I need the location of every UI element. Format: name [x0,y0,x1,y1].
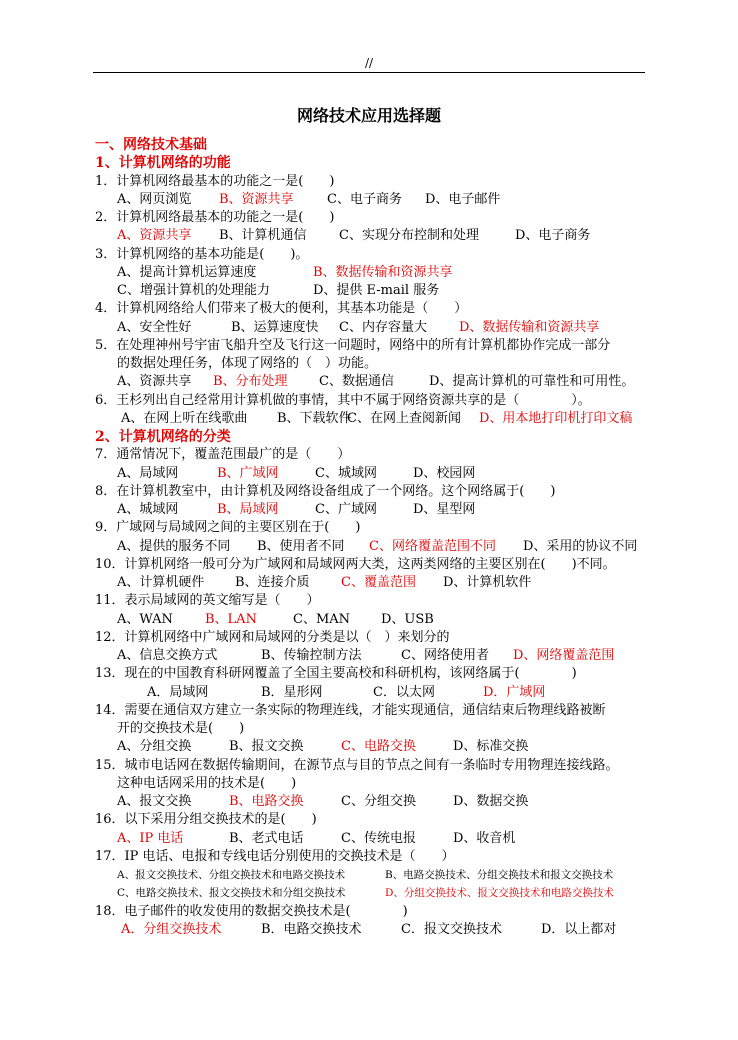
header-mark: // [364,56,374,70]
answer-option: D、提高计算机的可靠性和可用性。 [429,374,635,390]
question-text: 1．计算机网络最基本的功能之一是( ) [95,173,335,189]
question-text: 16．以下采用分组交换技术的是( ) [95,812,317,828]
answer-option: C、电路交换技术、报文交换技术和分组交换技术 [117,887,346,900]
question-text: 4．计算机网络给人们带来了极大的便利，其基本功能是（ ） [95,301,468,317]
answer-option-correct: C、网络覆盖范围不同 [369,538,496,554]
section-heading: 一、网络技术基础 [95,137,207,153]
answer-options [95,684,655,702]
answer-option: C、内存容量大 [339,319,427,335]
answer-options [95,227,655,245]
answer-option: B、下载软件 [277,410,352,426]
answer-option: D、提供 E-mail 服务 [313,283,440,298]
answer-option: D、星型网 [413,502,476,517]
answer-option: D、标准交换 [453,739,529,755]
answer-option: C、广域网 [315,502,377,517]
answer-option: B、老式电话 [229,830,304,846]
question-text: 的数据处理任务，体现了网络的（ ）功能。 [117,356,378,371]
question-text: 9．广域网与局域网之间的主要区别在于( ) [95,520,361,536]
answer-options [95,264,655,282]
answer-options [95,373,655,391]
answer-option: C．以太网 [373,684,435,700]
answer-option: B、报文交换 [229,739,304,755]
answer-option-correct: A、IP 电话 [117,830,184,846]
answer-options [95,866,655,884]
question-text: 这种电话网采用的技术是( ) [117,775,297,791]
answer-option: A、报文交换 [117,794,192,809]
answer-options [95,319,655,337]
answer-option: C、分组交换 [341,794,416,809]
answer-option-correct: B、广域网 [217,465,279,481]
question-text: 3．计算机网络的基本功能是( )。 [95,246,309,262]
answer-options [95,282,655,300]
answer-option: D．以上都对 [541,921,617,937]
answer-option-correct: A．分组交换技术 [121,921,222,937]
answer-option-correct: C、电路交换 [341,739,416,755]
answer-option: D、数据交换 [453,794,529,809]
answer-options [95,574,655,592]
question-text: 开的交换技术是( ) [117,721,245,736]
answer-option: B、使用者不同 [257,538,345,554]
answer-options [95,921,655,939]
header-rule [93,72,645,73]
answer-option: C、MAN [293,611,351,627]
answer-options [95,611,655,629]
answer-option: A、提供的服务不同 [117,538,231,554]
answer-option-correct: B、局域网 [217,502,279,517]
answer-option-correct: A、资源共享 [117,228,192,244]
question-list [95,136,655,939]
answer-options [95,830,655,848]
question-text: 11．表示局域网的英文缩写是（ ） [95,593,320,609]
question-text: 5．在处理神州号宇宙飞船升空及飞行这一问题时，网络中的所有计算机都协作完成一部分 [95,337,611,353]
answer-option: A、安全性好 [117,319,192,335]
answer-options [95,465,655,483]
answer-option-correct: D、网络覆盖范围 [513,648,615,663]
question-text: 15．城市电话网在数据传输期间，在源节点与目的节点之间有一条临时专用物理连接线路。 [95,757,619,773]
answer-option: D、计算机软件 [443,575,532,590]
answer-option: B、计算机通信 [219,228,307,244]
answer-option: B、传输控制方法 [261,648,362,663]
answer-option-correct: B、数据传输和资源共享 [313,264,453,280]
answer-option: C、城域网 [315,465,377,481]
answer-options [95,191,655,209]
answer-option-correct: B、分布处理 [213,374,288,390]
answer-option-correct: C、覆盖范围 [341,575,416,590]
page-title: 网络技术应用选择题 [296,106,441,125]
answer-option: C、在网上查阅新闻 [347,410,461,426]
answer-option: A、WAN [117,611,173,627]
question-text: 17．IP 电话、电报和专线电话分别使用的交换技术是（ ） [95,848,455,864]
answer-option: B．星形网 [261,684,323,700]
answer-options [95,501,655,519]
question-text: 10．计算机网络一般可分为广域网和局域网两大类，这两类网络的主要区别在( )不同。 [95,556,616,572]
question-text: 2．计算机网络最基本的功能之一是( ) [95,210,335,225]
answer-option: A、网页浏览 [117,191,192,207]
answer-option: B、运算速度快 [231,319,319,335]
question-text: 7．通常情况下，覆盖范围最广的是（ ） [95,447,351,463]
answer-option: A、城域网 [117,502,179,517]
answer-option: A、局域网 [117,465,179,481]
question-text: 8．在计算机教室中，由计算机及网络设备组成了一个网络。这个网络属于( ) [95,483,556,499]
answer-options [95,738,655,756]
answer-option: B、电路交换技术、分组交换技术和报文交换技术 [385,869,614,881]
answer-option: D、USB [381,611,434,627]
section-heading: 2、计算机网络的分类 [95,429,231,445]
answer-option-correct: B、LAN [205,611,257,627]
answer-option: A．局域网 [147,684,209,700]
answer-option: A、计算机硬件 [117,575,205,590]
answer-option: C、传统电报 [341,830,416,846]
answer-option: A、资源共享 [117,374,192,390]
answer-option-correct: D、分组交换技术、报文交换技术和电路交换技术 [385,887,614,900]
answer-option: A、在网上听在线歌曲 [121,410,248,426]
question-text: 13．现在的中国教育科研网覆盖了全国主要高校和科研机构，该网络属于( ) [95,666,577,682]
answer-option-correct: D．广域网 [483,684,546,700]
answer-options [95,538,655,556]
answer-option: A、提高计算机运算速度 [117,264,257,280]
answer-option: D、采用的协议不同 [523,538,638,554]
answer-options [95,410,655,428]
answer-option: B．电路交换技术 [261,921,362,937]
answer-options [95,884,655,902]
answer-option: D、校园网 [413,465,476,481]
answer-options [95,647,655,665]
answer-options [95,793,655,811]
answer-option: D、电子邮件 [425,191,501,207]
answer-option: C、网络使用者 [401,648,489,663]
section-heading: 1、计算机网络的功能 [95,155,231,172]
answer-option-correct: B、资源共享 [219,191,294,207]
answer-option-correct: D、数据传输和资源共享 [459,319,600,335]
answer-option: C、实现分布控制和处理 [339,228,479,244]
answer-option: C、电子商务 [327,191,402,207]
answer-option: C、增强计算机的处理能力 [117,283,270,298]
question-text: 18．电子邮件的收发使用的数据交换技术是( ) [95,903,408,919]
answer-option: D、电子商务 [515,228,591,244]
answer-option: D、收音机 [453,830,516,846]
question-text: 6．王杉列出自己经常用计算机做的事情，其中不属于网络资源共享的是（ ）。 [95,392,591,408]
question-text: 12．计算机网络中广域网和局域网的分类是以（ ）来划分的 [95,629,450,645]
answer-option: A、信息交换方式 [117,648,218,663]
answer-option: C．报文交换技术 [401,921,502,937]
answer-option: C、数据通信 [319,374,394,390]
answer-option-correct: B、电路交换 [229,794,304,809]
answer-option-correct: D、用本地打印机打印文稿 [479,410,633,426]
answer-option: A、报文交换技术、分组交换技术和电路交换技术 [117,869,346,881]
answer-option: A、分组交换 [117,739,192,755]
answer-option: B、连接介质 [235,575,310,590]
question-text: 14．需要在通信双方建立一条实际的物理连线，才能实现通信，通信结束后物理线路被断 [95,702,606,718]
